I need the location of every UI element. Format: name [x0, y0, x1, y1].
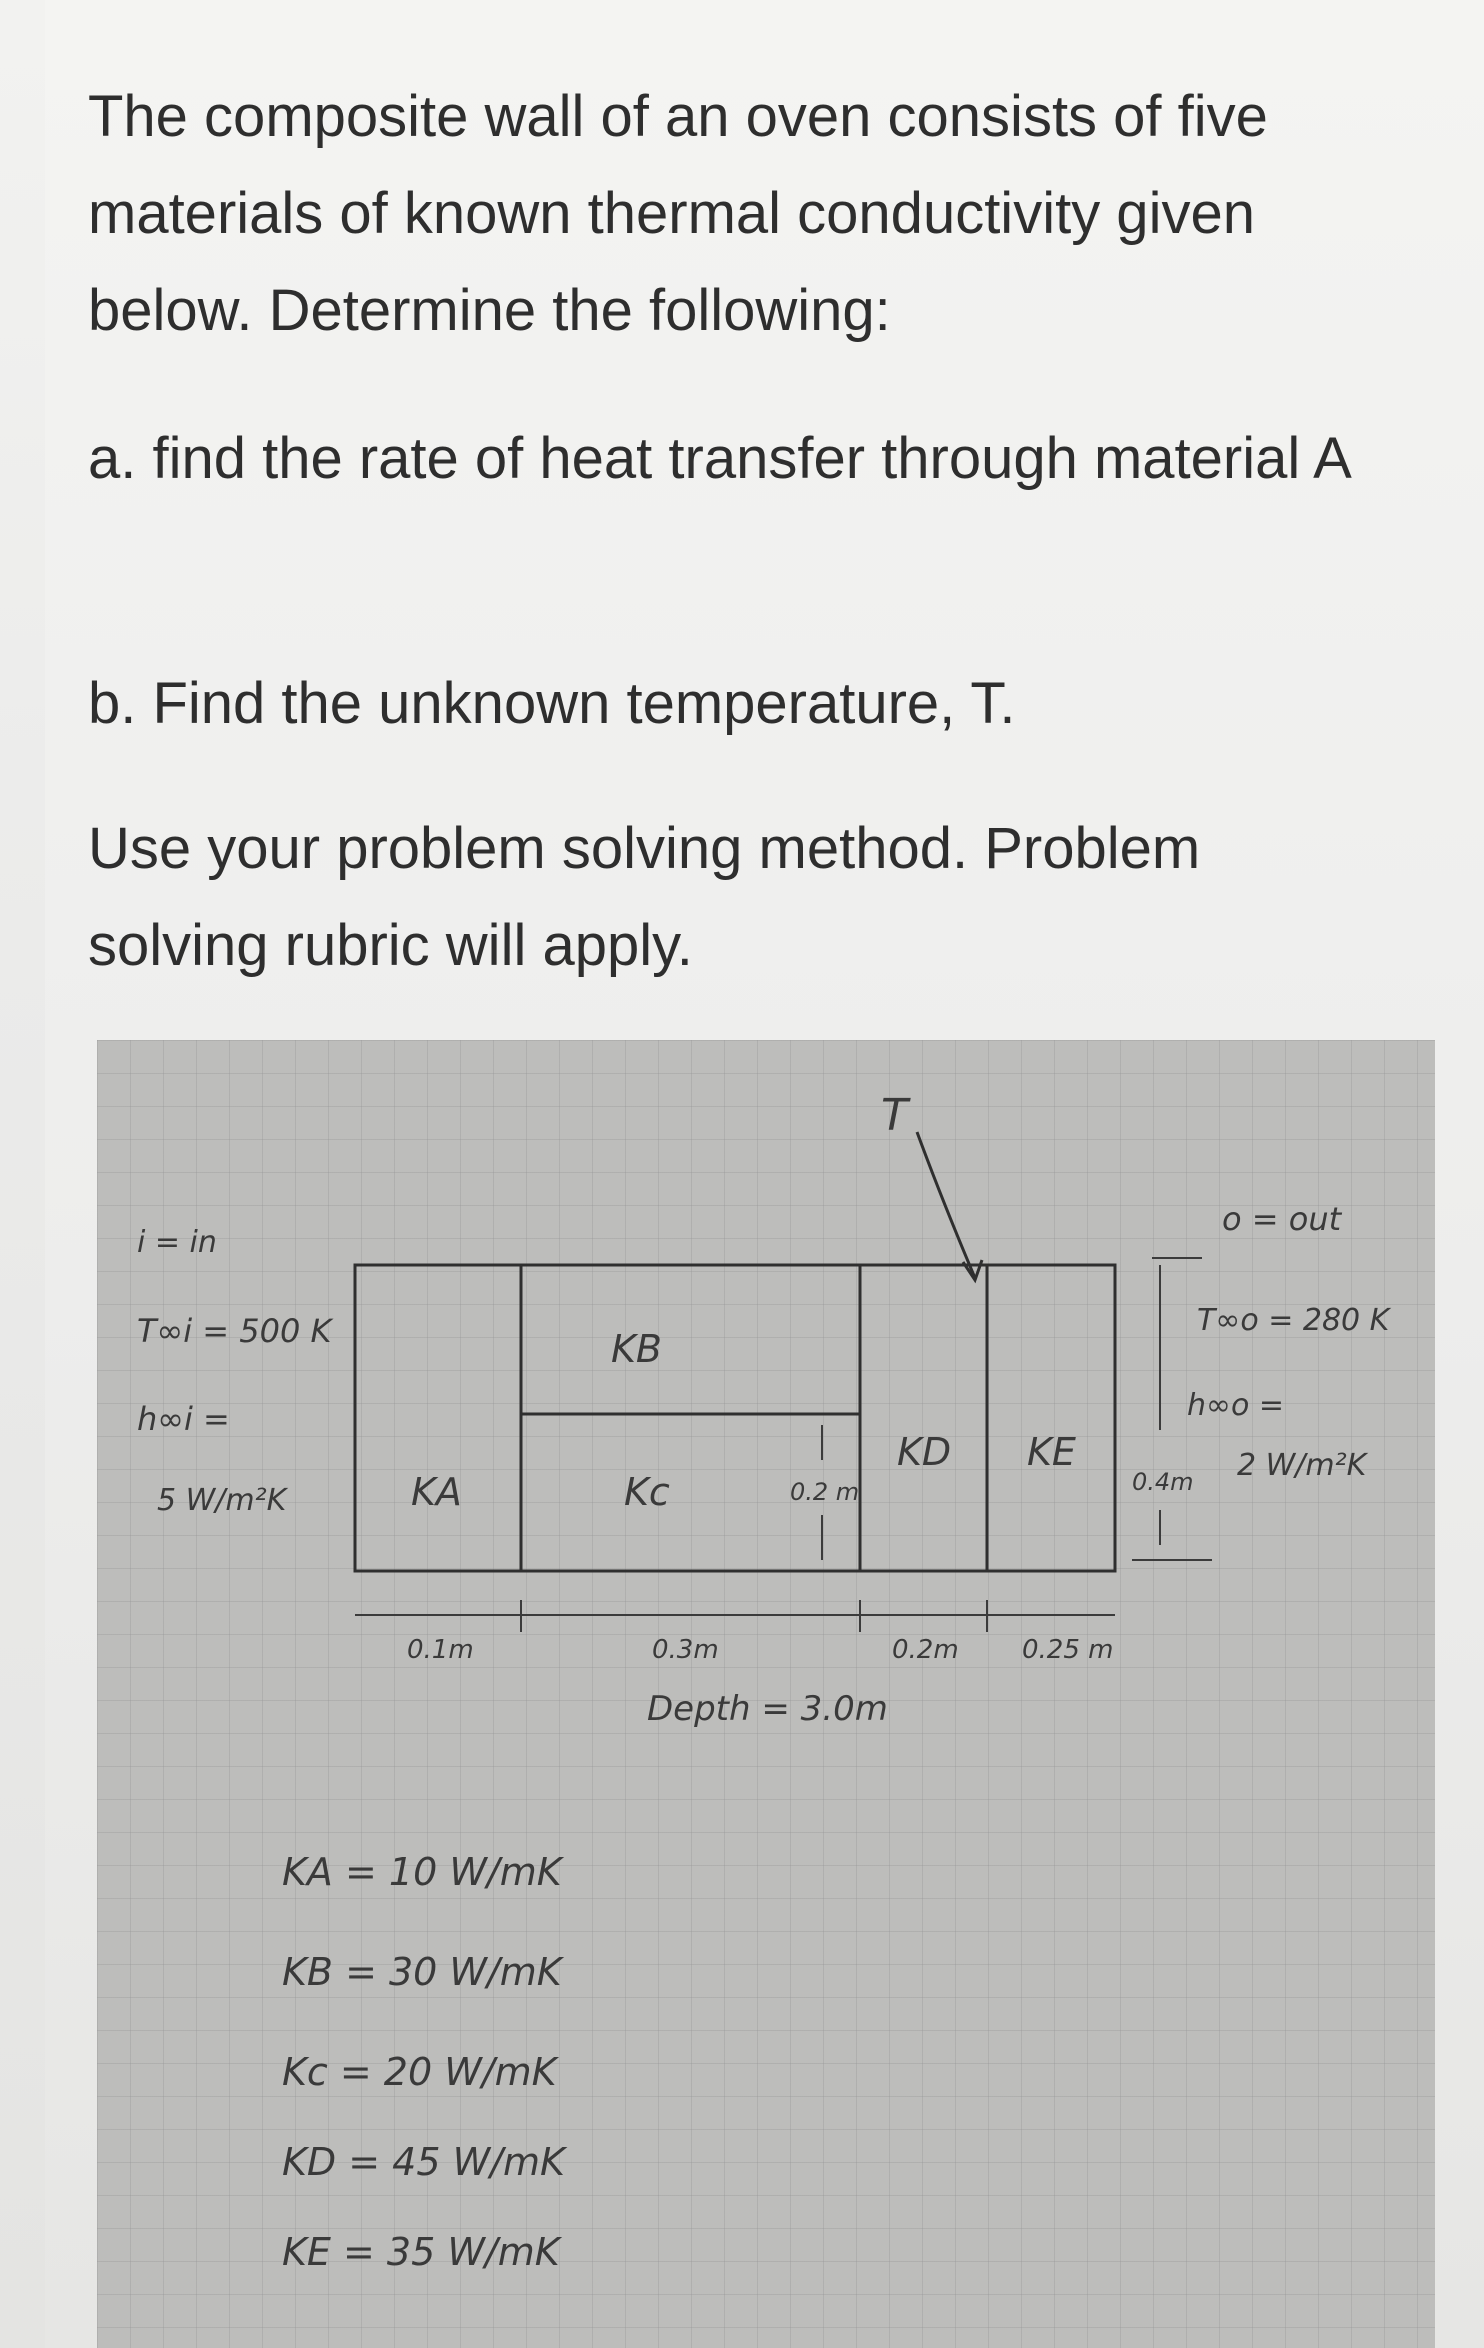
- graph-paper-diagram: [97, 1040, 1435, 2348]
- t-pointer-arrow: [917, 1132, 975, 1278]
- inside-label: i = in: [137, 1225, 217, 1260]
- conductivity-b: KB = 30 W/mK: [282, 1950, 562, 1994]
- label-kb: KB: [611, 1327, 662, 1371]
- width-bc: 0.3m: [652, 1635, 719, 1665]
- wall-diagram: [97, 1040, 1435, 2348]
- label-kc: Kc: [624, 1470, 670, 1514]
- outside-label: o = out: [1222, 1200, 1342, 1238]
- question-method-note: Use your problem solving method. Problem solving rubric will apply.: [88, 816, 1201, 978]
- label-ka: KA: [411, 1470, 462, 1514]
- conductivity-d: KD = 45 W/mK: [282, 2140, 565, 2184]
- height-total: 0.4m: [1132, 1468, 1194, 1496]
- h-out-value: 2 W/m²K: [1237, 1448, 1367, 1483]
- width-e: 0.25 m: [1022, 1635, 1114, 1665]
- label-kd: KD: [897, 1430, 952, 1474]
- label-ke: KE: [1027, 1430, 1076, 1474]
- question-intro: The composite wall of an oven consists of five materials of known thermal conductivity given below. Determine the following:: [88, 84, 1268, 343]
- h-in-label: h∞i =: [137, 1400, 230, 1438]
- conductivity-a: KA = 10 W/mK: [282, 1850, 562, 1894]
- h-in-value: 5 W/m²K: [157, 1483, 287, 1518]
- width-d: 0.2m: [892, 1635, 959, 1665]
- height-c: 0.2 m: [790, 1478, 860, 1506]
- t-inf-in: T∞i = 500 K: [137, 1312, 332, 1350]
- depth-label: Depth = 3.0m: [647, 1689, 888, 1729]
- width-a: 0.1m: [407, 1635, 474, 1665]
- conductivity-e: KE = 35 W/mK: [282, 2230, 560, 2274]
- question-part-b: b. Find the unknown temperature, T.: [88, 671, 1016, 736]
- t-inf-out: T∞o = 280 K: [1197, 1303, 1390, 1338]
- h-out-label: h∞o =: [1187, 1388, 1285, 1423]
- label-t: T: [881, 1090, 908, 1141]
- wall-outline: [355, 1265, 1115, 1571]
- conductivity-c: Kc = 20 W/mK: [282, 2050, 557, 2094]
- question-part-a: a. find the rate of heat transfer through material A: [88, 426, 1352, 491]
